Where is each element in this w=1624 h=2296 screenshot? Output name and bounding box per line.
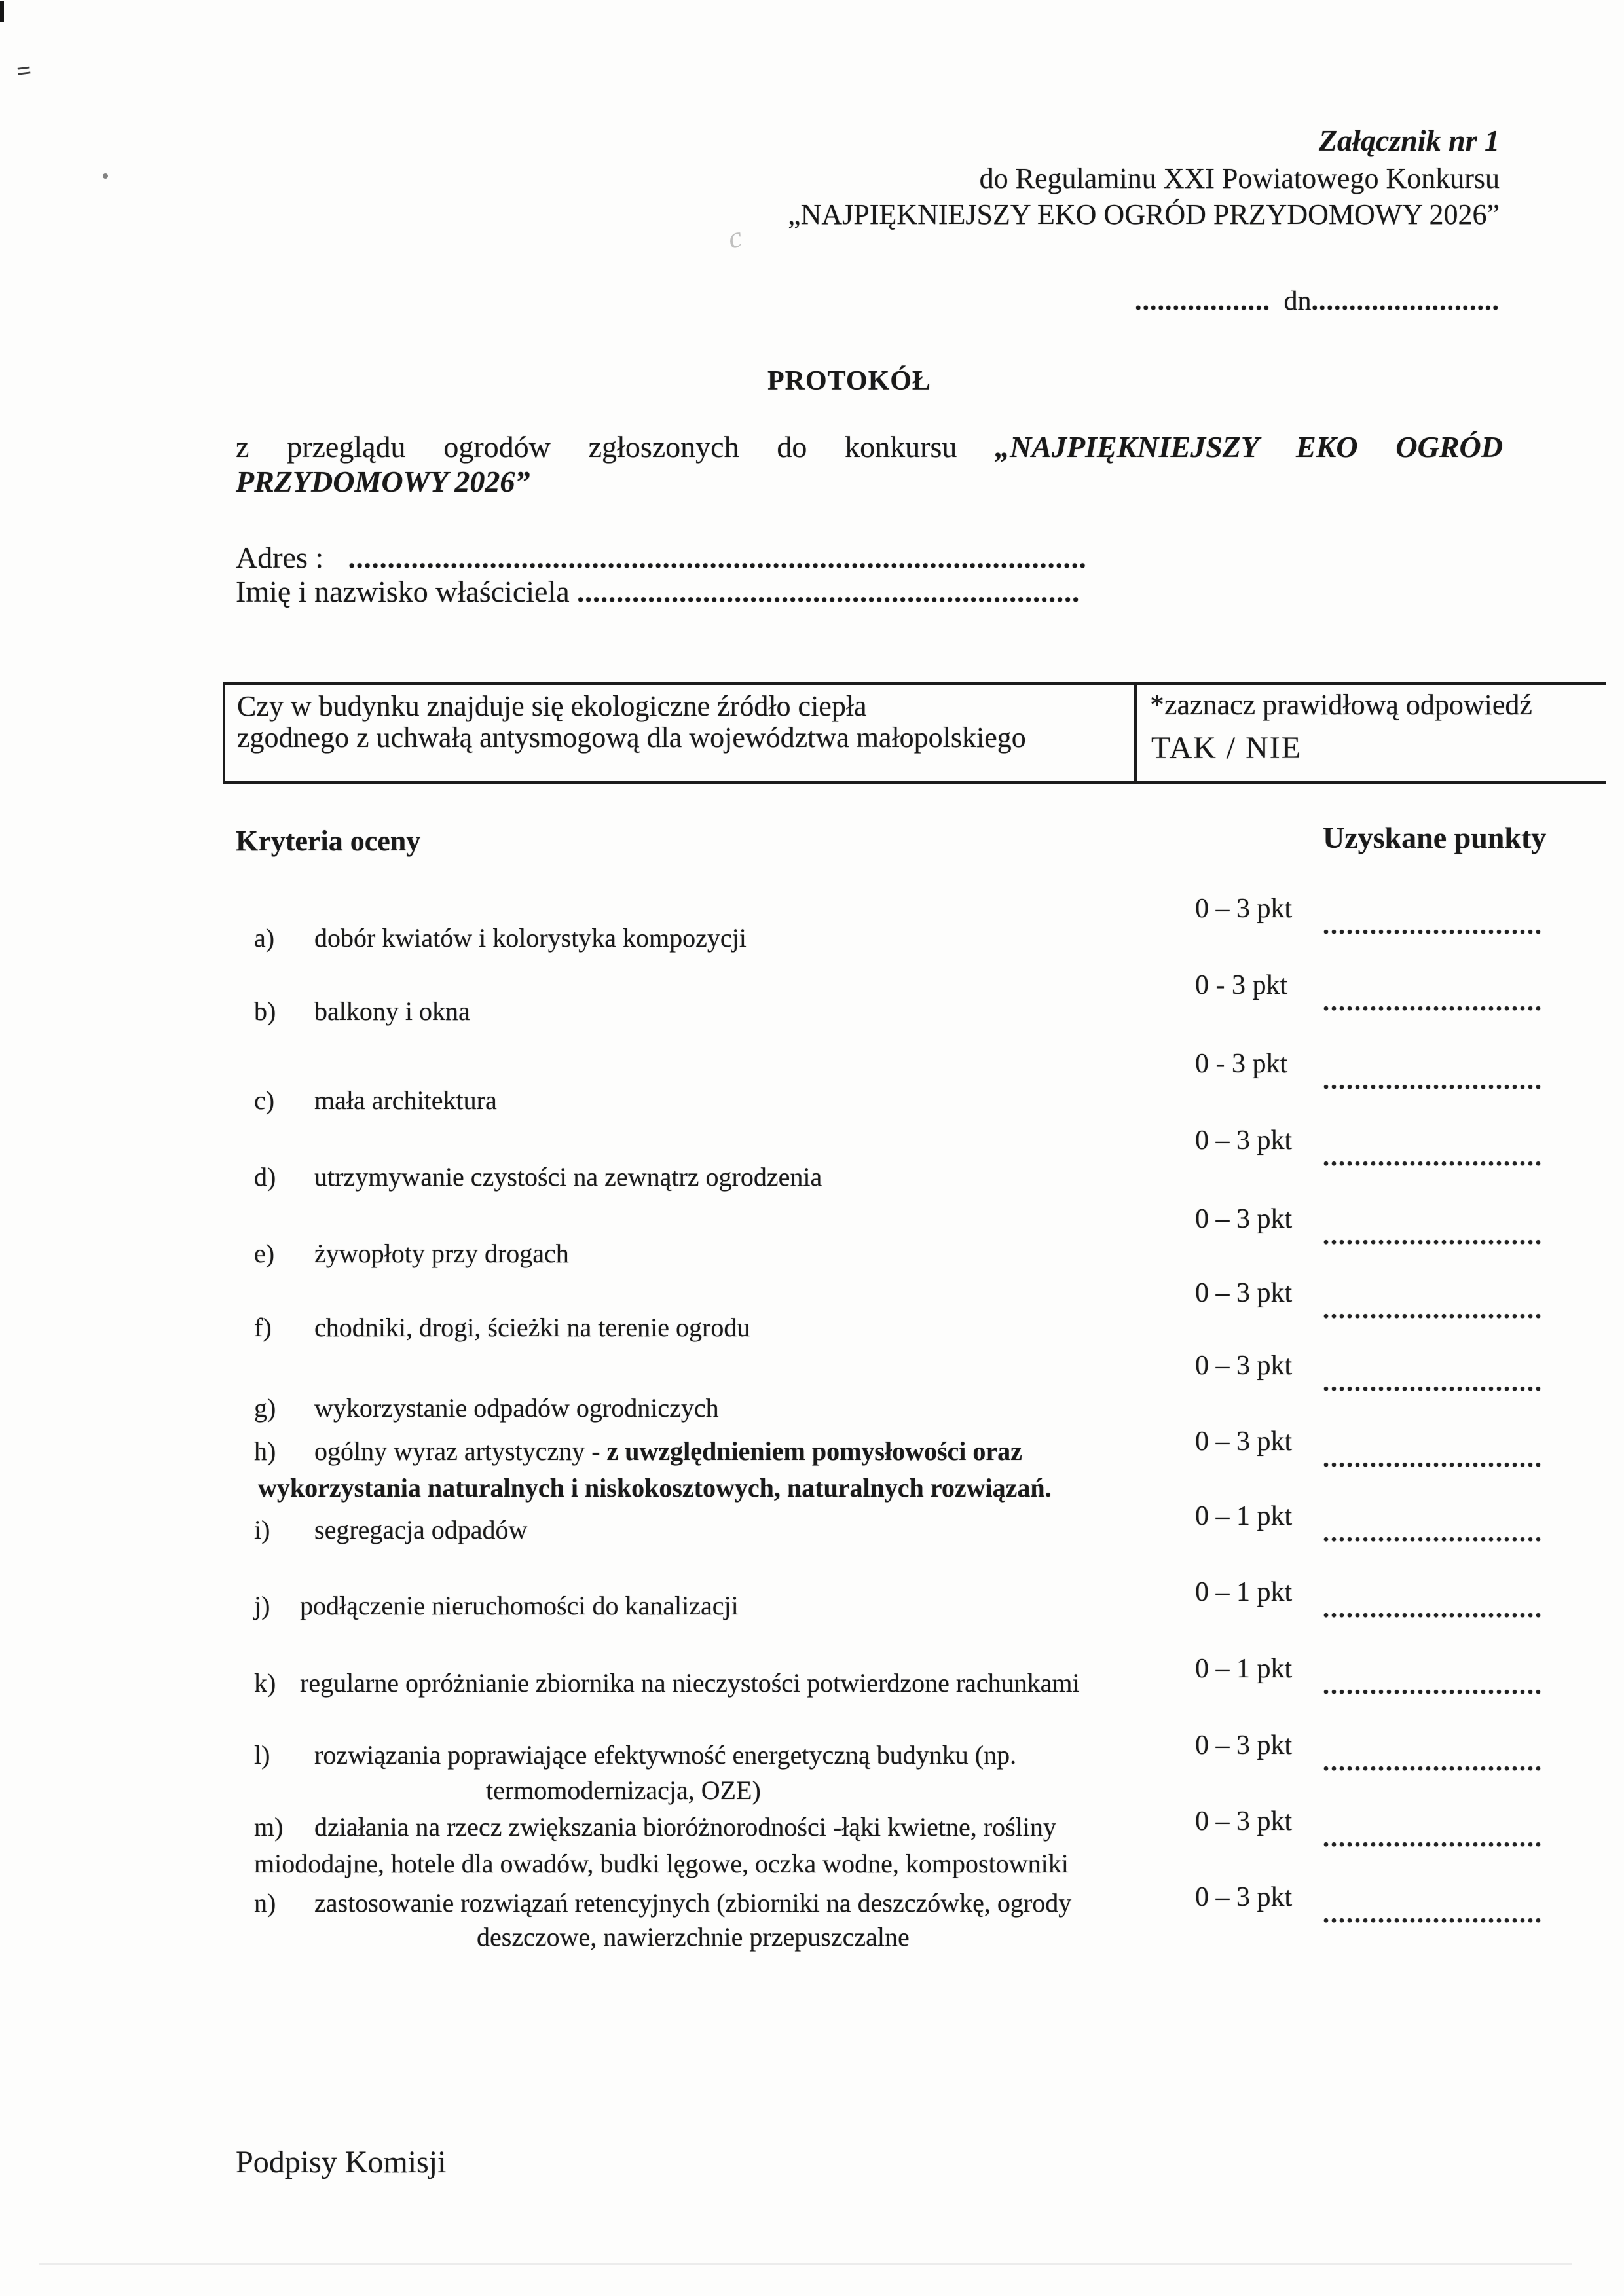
scan-speck <box>103 173 108 179</box>
points-leader-line: ............................ <box>1323 987 1543 1016</box>
criterion-text: żywopłoty przy drogach <box>314 1239 569 1268</box>
owner-name-label: Imię i nazwisko właściciela <box>236 575 570 608</box>
address-fill-dots: .............................................................................................. <box>348 542 1087 574</box>
criterion-letter: g) <box>254 1393 276 1423</box>
criterion-letter: d) <box>254 1162 276 1192</box>
date-dots-right: ......................... <box>1311 286 1500 316</box>
document-title: PROTOKÓŁ <box>767 366 931 396</box>
points-leader-line: ............................ <box>1323 1142 1543 1171</box>
points-leader-line: ............................ <box>1323 1899 1543 1928</box>
criterion-letter: l) <box>254 1740 270 1770</box>
criterion-letter: k) <box>254 1668 276 1698</box>
points-leader-line: ............................ <box>1323 1594 1543 1623</box>
criterion-text: podłączenie nieruchomości do kanalizacji <box>300 1591 739 1620</box>
criterion-text: wykorzystanie odpadów ogrodniczych <box>314 1393 719 1423</box>
points-range: 0 – 3 pkt <box>1195 1882 1293 1912</box>
criterion-text-bold: z uwzględnieniem pomysłowości oraz <box>606 1436 1022 1466</box>
points-range: 0 – 3 pkt <box>1195 1278 1293 1308</box>
criterion-text-normal: ogólny wyraz artystyczny - <box>314 1436 600 1466</box>
commission-signatures-label: Podpisy Komisji <box>236 2145 447 2179</box>
attachment-header <box>655 123 1500 231</box>
criterion-text: dobór kwiatów i kolorystyka kompozycji <box>314 923 747 953</box>
points-leader-line: ............................ <box>1323 1065 1543 1095</box>
criterion-letter: c) <box>254 1085 275 1115</box>
points-leader-line: ............................ <box>1323 1367 1543 1396</box>
points-range: 0 – 3 pkt <box>1195 1125 1293 1156</box>
criterion-letter: h) <box>254 1436 276 1466</box>
regulation-line: do Regulaminu XXI Powiatowego Konkursu <box>979 162 1500 194</box>
points-range: 0 – 1 pkt <box>1195 1501 1293 1531</box>
points-range: 0 – 3 pkt <box>1195 1806 1293 1836</box>
criterion-letter: n) <box>254 1888 276 1918</box>
date-label: dn <box>1283 286 1312 316</box>
points-leader-line: ............................ <box>1323 910 1543 939</box>
scan-bottom-line-artifact <box>39 2263 1572 2265</box>
criterion-text: regularne opróżnianie zbiornika na nieczystości potwierdzone rachunkami <box>300 1668 1080 1698</box>
date-dots-left: .................. <box>1135 286 1270 316</box>
points-leader-line: ............................ <box>1323 1294 1543 1324</box>
address-label: Adres : <box>236 541 324 574</box>
criteria-heading: Kryteria oceny <box>236 825 421 857</box>
criterion-text: mała architektura <box>314 1085 497 1115</box>
address-row <box>236 542 1087 574</box>
points-range: 0 - 3 pkt <box>1195 1049 1288 1079</box>
points-heading: Uzyskane punkty <box>1323 821 1547 854</box>
date-line <box>655 287 1500 316</box>
answer-instruction-note: *zaznacz prawidłową odpowiedź <box>1150 689 1532 721</box>
eco-question-line2: zgodnego z uchwałą antysmogową dla województwa małopolskiego <box>237 721 1026 754</box>
criterion-letter: j) <box>254 1591 270 1620</box>
criterion-text: zastosowanie rozwiązań retencyjnych (zbiorniki na deszczówkę, ogrody <box>314 1888 1072 1918</box>
owner-name-row <box>236 576 1080 608</box>
criterion-text <box>314 1438 1022 1465</box>
points-range: 0 – 1 pkt <box>1195 1577 1293 1607</box>
points-leader-line: ............................ <box>1323 1518 1543 1547</box>
contest-name-line: „NAJPIĘKNIEJSZY EKO OGRÓD PRZYDOMOWY 2026” <box>788 198 1500 230</box>
criterion-text-line2: termomodernizacja, OZE) <box>486 1776 761 1805</box>
criterion-text-line2: wykorzystania naturalnych i niskokosztowych, naturalnych rozwiązań. <box>258 1473 1052 1503</box>
points-leader-line: ............................ <box>1323 1220 1543 1250</box>
points-range: 0 - 3 pkt <box>1195 970 1288 1000</box>
criterion-text-line2: deszczowe, nawierzchnie przepuszczalne <box>477 1922 910 1952</box>
points-leader-line: ............................ <box>1323 1443 1543 1472</box>
criterion-text: utrzymywanie czystości na zewnątrz ogrodzenia <box>314 1162 822 1192</box>
owner-name-fill-dots: ................................................................ <box>577 576 1080 608</box>
answer-options: TAK / NIE <box>1151 731 1302 765</box>
points-range: 0 – 1 pkt <box>1195 1654 1293 1684</box>
criterion-letter: m) <box>254 1812 284 1842</box>
intro-paragraph-line2: PRZYDOMOWY 2026” <box>236 465 530 498</box>
intro-normal-text: z przeglądu ogrodów zgłoszonych do konkursu <box>236 430 957 464</box>
points-range: 0 – 3 pkt <box>1195 894 1293 924</box>
criterion-letter: f) <box>254 1313 272 1342</box>
criterion-letter: i) <box>254 1515 270 1544</box>
attachment-number-label: Załącznik nr 1 <box>1318 124 1500 157</box>
criterion-text: chodniki, drogi, ścieżki na terenie ogrodu <box>314 1313 750 1342</box>
criterion-letter: a) <box>254 923 275 953</box>
criterion-text: balkony i okna <box>314 996 470 1026</box>
criterion-letter: b) <box>254 996 276 1026</box>
criterion-text-line2: miododajne, hotele dla owadów, budki lęgowe, oczka wodne, kompostowniki <box>254 1849 1069 1878</box>
points-range: 0 – 3 pkt <box>1195 1427 1293 1457</box>
pencil-stray-mark: c <box>724 219 746 255</box>
intro-contest-name-bold: „NAJPIĘKNIEJSZY EKO OGRÓD <box>995 430 1503 464</box>
criterion-text: rozwiązania poprawiające efektywność energetyczną budynku (np. <box>314 1740 1017 1770</box>
pencil-equals-mark: = <box>14 55 33 86</box>
criterion-text: działania na rzecz zwiększania bioróżnorodności -łąki kwietne, rośliny <box>314 1812 1056 1842</box>
criterion-text: segregacja odpadów <box>314 1515 528 1544</box>
points-range: 0 – 3 pkt <box>1195 1204 1293 1234</box>
eco-question-line1: Czy w budynku znajduje się ekologiczne źródło ciepła <box>237 690 867 722</box>
criterion-letter: e) <box>254 1239 275 1268</box>
scan-edge-artifact <box>0 1 4 22</box>
intro-paragraph-line1 <box>236 429 1503 464</box>
points-leader-line: ............................ <box>1323 1823 1543 1852</box>
points-leader-line: ............................ <box>1323 1747 1543 1776</box>
points-leader-line: ............................ <box>1323 1670 1543 1700</box>
table-column-divider <box>1134 685 1137 781</box>
points-range: 0 – 3 pkt <box>1195 1730 1293 1760</box>
points-range: 0 – 3 pkt <box>1195 1351 1293 1381</box>
